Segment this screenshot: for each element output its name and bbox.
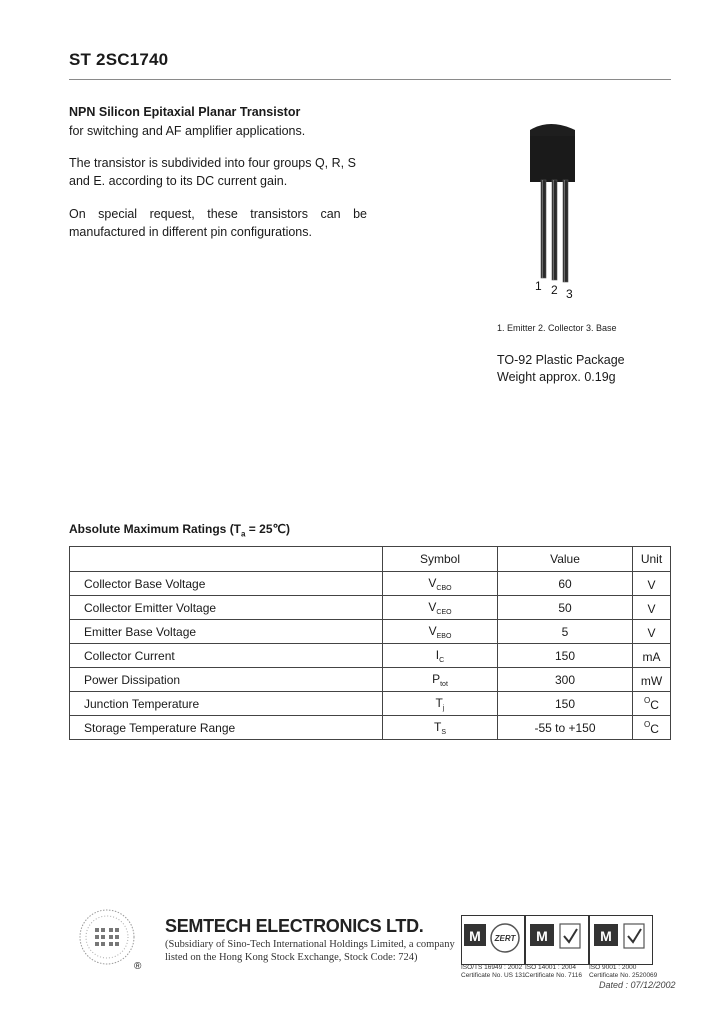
header-parameter [70,547,383,572]
subsidiary-line-1: (Subsidiary of Sino-Tech International Holdings Limited, a company [165,939,455,950]
param-cell: Storage Temperature Range [70,716,383,740]
value-cell: 60 [498,572,633,596]
table-row [70,620,671,644]
svg-text:M: M [600,928,612,944]
moody-cert-icon [462,916,524,964]
unit-cell: $^O$C [633,716,671,740]
unit-cell: $^O$C [633,692,671,716]
gain-groups-paragraph: The transistor is subdivided into four groups Q, R, S and E. according to its DC current gain. [69,156,356,188]
company-name: SEMTECH ELECTRONICS LTD. [165,916,424,936]
value-cell: -55 to +150 [498,716,633,740]
symbol-cell: $P_{tot}$ [383,668,498,692]
table-row [70,668,671,692]
application-line: for switching and AF amplifier applications. [69,124,306,138]
package-name: TO-92 Plastic Package [497,353,625,367]
cert-badge-iso-9001 [589,915,653,965]
product-heading: NPN Silicon Epitaxial Planar Transistor [69,105,301,119]
unit-cell: V [633,620,671,644]
param-cell: Collector Emitter Voltage [70,596,383,620]
symbol-cell: $T_j$ [383,692,498,716]
symbol-cell: $T_S$ [383,716,498,740]
header-unit: Unit [633,547,671,572]
table-row [70,716,671,740]
unit-cell: mW [633,668,671,692]
param-cell: Collector Current [70,644,383,668]
param-cell: Junction Temperature [70,692,383,716]
ratings-title: Absolute Maximum Ratings ($T_a$ = 25℃) [69,522,290,539]
table-row [70,572,671,596]
symbol-cell: $V_{CBO}$ [383,572,498,596]
pin-1-label: 1 [535,279,542,293]
moody-cert-icon [526,916,588,964]
registered-mark: ® [134,961,142,972]
title-divider [69,79,671,80]
pin-2-label: 2 [551,283,558,297]
symbol-cell: $V_{CEO}$ [383,596,498,620]
subsidiary-note [165,938,455,964]
param-cell: Collector Base Voltage [70,572,383,596]
value-cell: 150 [498,644,633,668]
pin-config-paragraph: On special request, these transistors can be manufactured in different pin configurations. [69,207,367,239]
to92-transistor-drawing [520,118,590,298]
table-header-row [70,547,671,572]
value-cell: 300 [498,668,633,692]
symbol-cell: $V_{EBO}$ [383,620,498,644]
svg-text:M: M [536,928,548,944]
table-row [70,596,671,620]
symbol-cell: $I_C$ [383,644,498,668]
document-title: ST 2SC1740 [69,50,169,69]
svg-text:M: M [469,928,481,944]
svg-text:ZERT: ZERT [494,934,516,943]
pin-3-label: 3 [566,287,573,301]
value-cell: 150 [498,692,633,716]
package-info [497,352,625,386]
header-value: Value [498,547,633,572]
value-cell: 50 [498,596,633,620]
value-cell: 5 [498,620,633,644]
header-symbol: Symbol [383,547,498,572]
cert-caption-2: ISO 14001 : 2004 Certificate No. 7116 [525,964,582,979]
table-row [70,644,671,668]
param-cell: Power Dissipation [70,668,383,692]
cert-caption-1: ISO/TS 16949 : 2002 Certificate No. US 131 [461,964,526,979]
param-cell: Emitter Base Voltage [70,620,383,644]
cert-caption-3: ISO 9001 : 2000 Certificate No. 2520069 [589,964,658,979]
cert-badge-iso-ts [461,915,525,965]
moody-cert-icon [590,916,652,964]
cert-badge-iso-14001 [525,915,589,965]
dated-label: Dated : 07/12/2002 [599,980,676,990]
ratings-table [69,546,671,740]
unit-cell: mA [633,644,671,668]
pin-assignment-caption: 1. Emitter 2. Collector 3. Base [497,323,617,333]
package-weight: Weight approx. 0.19g [497,370,616,384]
table-row [70,692,671,716]
subsidiary-line-2: listed on the Hong Kong Stock Exchange, Stock Code: 724) [165,952,418,963]
semtech-logo-icon [78,908,136,966]
unit-cell: V [633,572,671,596]
unit-cell: V [633,596,671,620]
